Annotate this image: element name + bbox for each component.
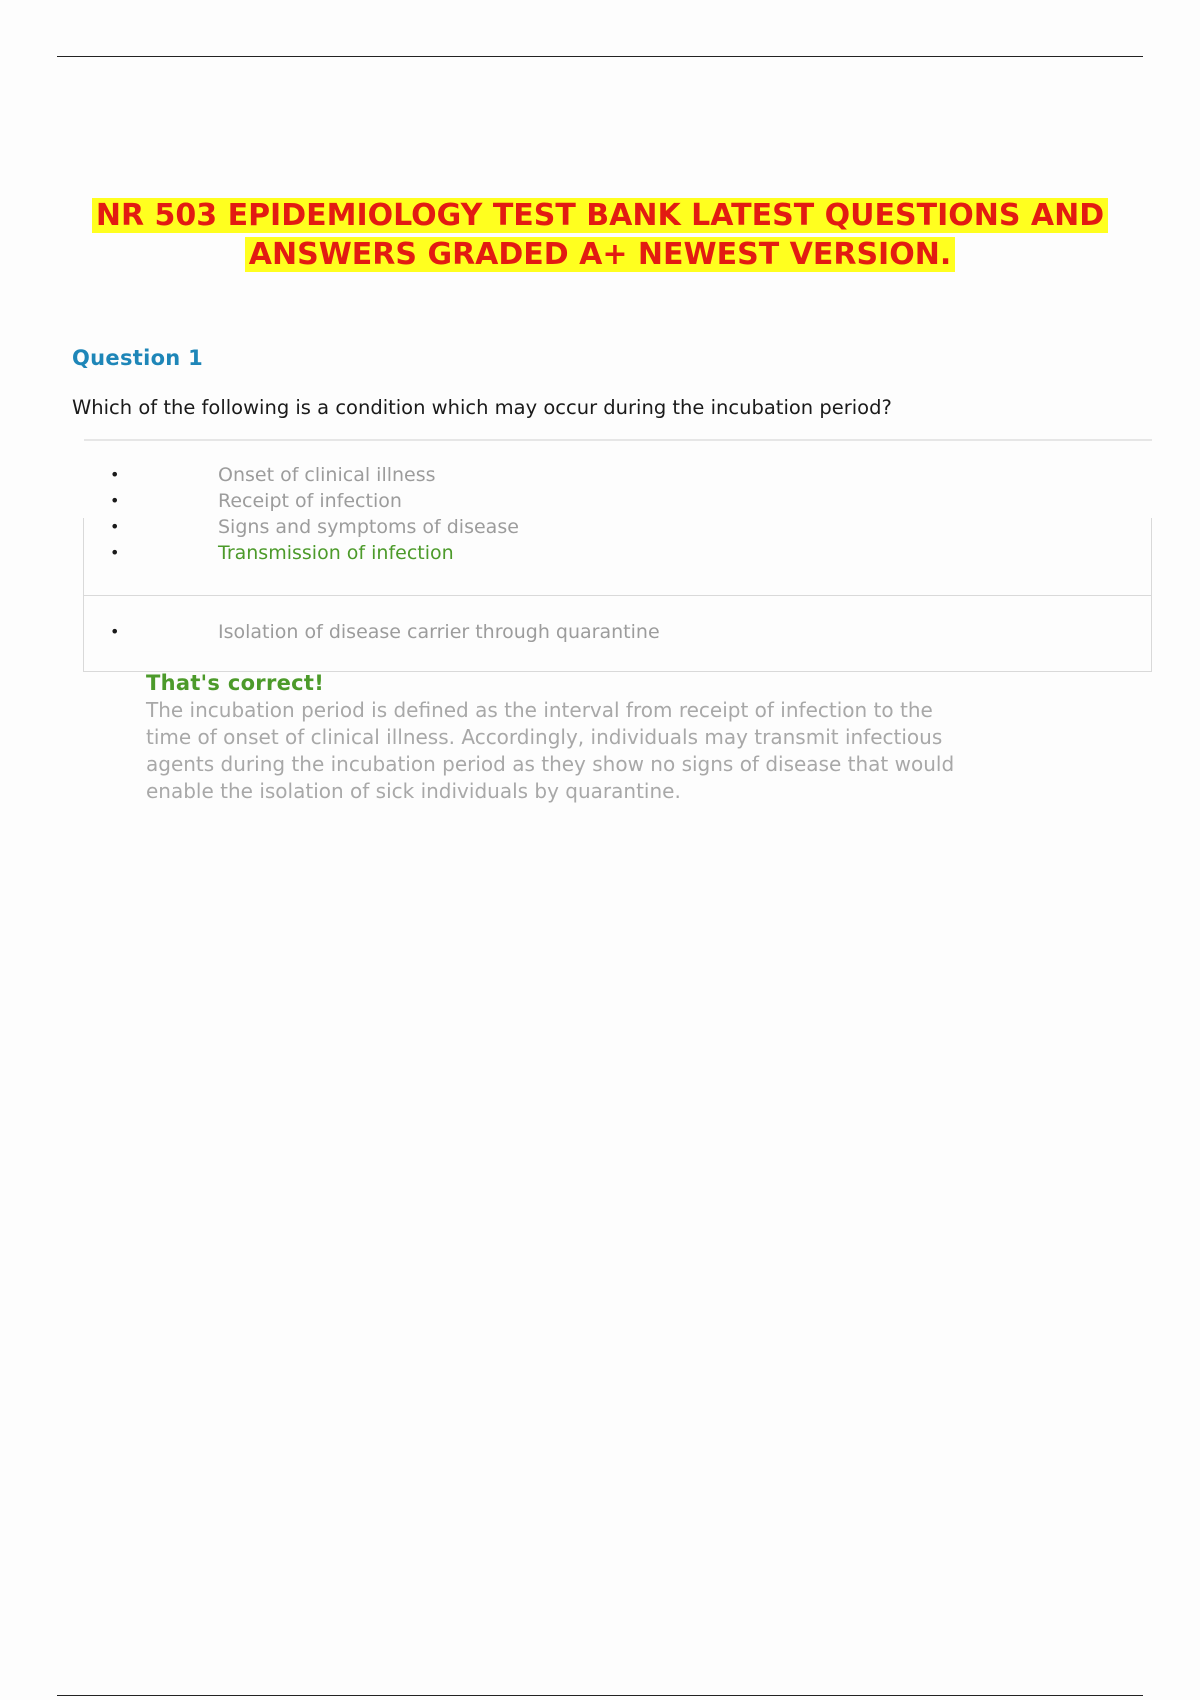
answer-option-label: Transmission of infection (218, 542, 454, 564)
feedback-line: The incubation period is defined as the interval from receipt of infection to the (146, 698, 933, 722)
answer-option[interactable] (110, 620, 1110, 644)
feedback-title: That's correct! (146, 671, 325, 695)
answer-option-label: Signs and symptoms of disease (218, 516, 519, 538)
answer-option-label: Isolation of disease carrier through quarantine (218, 621, 660, 643)
bullet: • (110, 491, 120, 510)
feedback-line: agents during the incubation period as they show no signs of disease that would (146, 752, 955, 776)
document-title (0, 196, 1200, 274)
question-text: Which of the following is a condition which may occur during the incubation period? (72, 396, 892, 419)
title-line-2: ANSWERS GRADED A+ NEWEST VERSION. (245, 237, 955, 272)
bottom-rule (57, 1695, 1143, 1696)
feedback-line: enable the isolation of sick individuals by quarantine. (146, 779, 681, 803)
title-line-1: NR 503 EPIDEMIOLOGY TEST BANK LATEST QUESTIONS AND (92, 198, 1108, 233)
answer-option-label: Onset of clinical illness (218, 464, 436, 486)
answer-option-label: Receipt of infection (218, 490, 402, 512)
question-heading: Question 1 (72, 346, 204, 370)
answer-option[interactable] (110, 489, 1110, 513)
top-rule (57, 56, 1143, 57)
bullet: • (110, 465, 120, 484)
bullet: • (110, 622, 120, 641)
bullet: • (110, 517, 120, 536)
feedback-text (146, 697, 1086, 805)
question-divider (84, 439, 1152, 441)
answer-option-correct[interactable] (110, 541, 1110, 565)
feedback-line: time of onset of clinical illness. Accordingly, individuals may transmit infectious (146, 725, 943, 749)
answer-option[interactable] (110, 463, 1110, 487)
answer-option[interactable] (110, 515, 1110, 539)
bullet: • (110, 543, 120, 562)
